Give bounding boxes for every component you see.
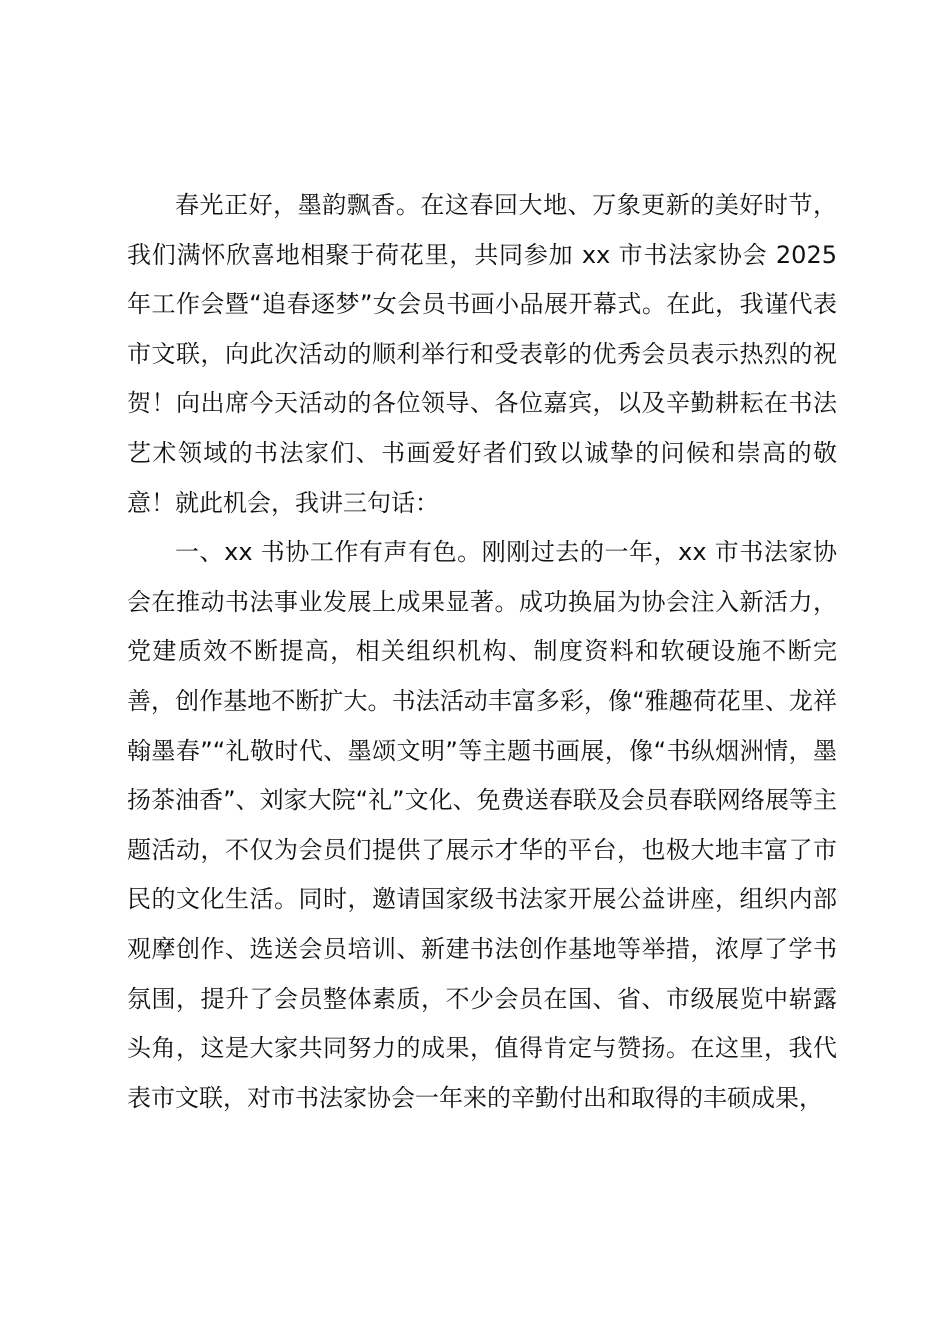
paragraph-section-one: 一、xx 书协工作有声有色。刚刚过去的一年，xx 市书法家协会在推动书法事业发展上成果显著。成功换届为协会注入新活力，党建质效不断提高，相关组织机构、制度资料和软硬设施不断完善，创作基地不断扩大。书法活动丰富多彩，像“雅趣荷花里、龙祥翰墨春”“礼敬时代、墨颂文明”等主题书画展，像“书纵烟洲情，墨扬茶油香”、刘家大院“礼”文化、免费送春联及会员春联网络展等主题活动，不仅为会员们提供了展示才华的平台，也极大地丰富了市民的文化生活。同时，邀请国家级书法家开展公益讲座，组织内部观摩创作、选送会员培训、新建书法创作基地等举措，浓厚了学书氛围，提升了会员整体素质，不少会员在国、省、市级展览中崭露头角，这是大家共同努力的成果，值得肯定与赞扬。在这里，我代表市文联，对市书法家协会一年来的辛勤付出和取得的丰硕成果，	[127, 538, 837, 1112]
paragraph-opening: 春光正好，墨韵飘香。在这春回大地、万象更新的美好时节，我们满怀欣喜地相聚于荷花里，共同参加 xx 市书法家协会 2025 年工作会暨“追春逐梦”女会员书画小品展开幕式。在此，我谨代表市文联，向此次活动的顺利举行和受表彰的优秀会员表示热烈的祝贺！向出席今天活动的各位领导、各位嘉宾，以及辛勤耕耘在书法艺术领域的书法家们、书画爱好者们致以诚挚的问候和崇高的敬意！就此机会，我讲三句话：	[127, 191, 837, 517]
document-body	[127, 181, 837, 1123]
